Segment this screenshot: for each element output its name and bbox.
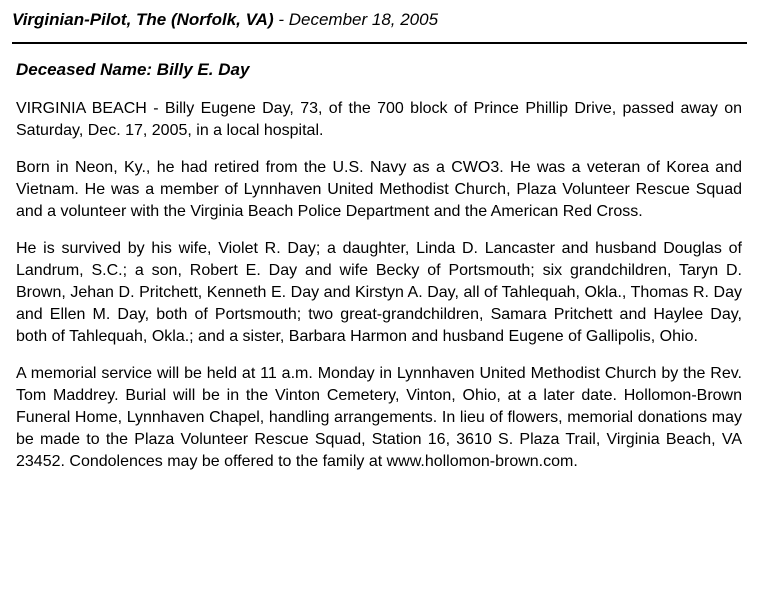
article-header [12, 9, 438, 31]
header-divider [12, 42, 747, 44]
header-separator: - [273, 10, 289, 29]
obituary-body [16, 98, 742, 488]
paragraph-biography: Born in Neon, Ky., he had retired from the U.S. Navy as a CWO3. He was a veteran of Korea and Vietnam. He was a member of Lynnhaven United Methodist Church, Plaza Volunteer Rescue Squad and a volunteer with the Virginia Beach Police Department and the American Red Cross. [16, 159, 742, 220]
paragraph-survivors: He is survived by his wife, Violet R. Day; a daughter, Linda D. Lancaster and husband Douglas of Landrum, S.C.; a son, Robert E. Day and wife Becky of Portsmouth; six grandchildren, Taryn D. Brown, Jehan D. Pritchett, Kenneth E. Day and Kirstyn A. Day, all of Tahlequah, Okla., Thomas R. Day and Ellen M. Day, both of Portsmouth; two great-grandchildren, Samara Pritchett and Haylee Day, both of Tahlequah, Okla.; and a sister, Barbara Harmon and husband Eugene of Gallipolis, Ohio. [16, 240, 742, 345]
publication-date: December 18, 2005 [288, 10, 439, 29]
paragraph-services: A memorial service will be held at 11 a.m. Monday in Lynnhaven United Methodist Church by the Rev. Tom Maddrey. Burial will be in the Vinton Cemetery, Vinton, Ohio, at a later date. Hollomon-Brown Funeral Home, Lynnhaven Chapel, handling arrangements. In lieu of flowers, memorial donations may be made to the Plaza Volunteer Rescue Squad, Station 16, 3610 S. Plaza Trail, Virginia Beach, VA 23452. Condolences may be offered to the family at www.hollomon-brown.com. [16, 365, 742, 470]
deceased-name: Deceased Name: Billy E. Day [16, 60, 250, 79]
paragraph-intro: VIRGINIA BEACH - Billy Eugene Day, 73, of the 700 block of Prince Phillip Drive, passed away on Saturday, Dec. 17, 2005, in a local hospital. [16, 100, 742, 139]
newspaper-name: Virginian-Pilot, The (Norfolk, VA) [12, 10, 274, 29]
